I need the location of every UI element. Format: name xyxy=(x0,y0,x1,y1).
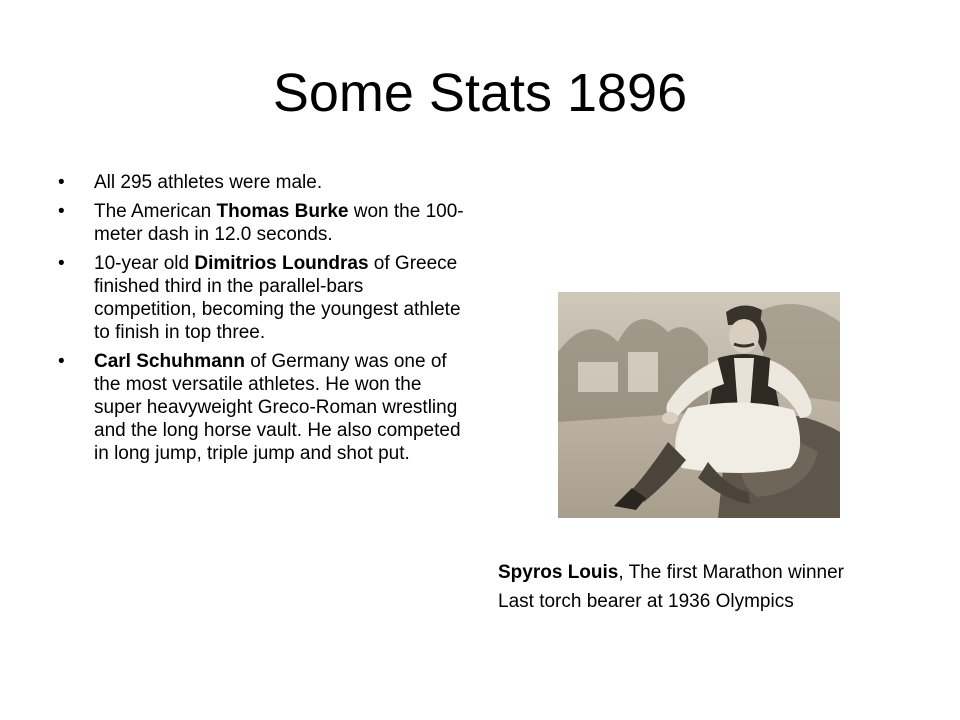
bullet-name-dimitrios-loundras: Dimitrios Loundras xyxy=(194,253,369,274)
bullet-text-post: of Greece finished third in the parallel-bars competition, becoming the youngest athlete to finish in top three. xyxy=(94,253,461,343)
bullet-text-pre: 10-year old xyxy=(94,253,195,274)
photo-caption xyxy=(498,558,948,616)
bullet-list xyxy=(58,171,468,471)
slide-title: Some Stats 1896 xyxy=(272,63,688,123)
caption-line-2: Last torch bearer at 1936 Olympics xyxy=(498,591,794,612)
bullet-marker: • xyxy=(58,172,65,193)
spyros-louis-photo xyxy=(558,292,840,518)
caption-line-1 xyxy=(498,558,948,587)
bullet-name-thomas-burke: Thomas Burke xyxy=(216,201,349,222)
caption-name: Spyros Louis xyxy=(498,562,619,583)
bullet-item xyxy=(58,171,468,194)
bullet-text-post: of Germany was one of the most versatile athletes. He won the super heavyweight Greco-Roman wrestling and the long horse vault. He also competed in long jump, triple jump and shot put. xyxy=(94,351,461,464)
bullet-marker: • xyxy=(58,253,65,274)
bullet-item xyxy=(58,350,468,465)
bullet-name-carl-schuhmann: Carl Schuhmann xyxy=(94,351,245,372)
caption-rest: , The first Marathon winner xyxy=(618,562,844,583)
bullet-text-post: won the 100-meter dash in 12.0 seconds. xyxy=(94,201,464,245)
bullet-text-pre: The American xyxy=(94,201,217,222)
bullet-text: All 295 athletes were male. xyxy=(94,172,323,193)
bullet-item xyxy=(58,252,468,344)
bullet-marker: • xyxy=(58,351,65,372)
bullet-item xyxy=(58,200,468,246)
bullet-marker: • xyxy=(58,201,65,222)
